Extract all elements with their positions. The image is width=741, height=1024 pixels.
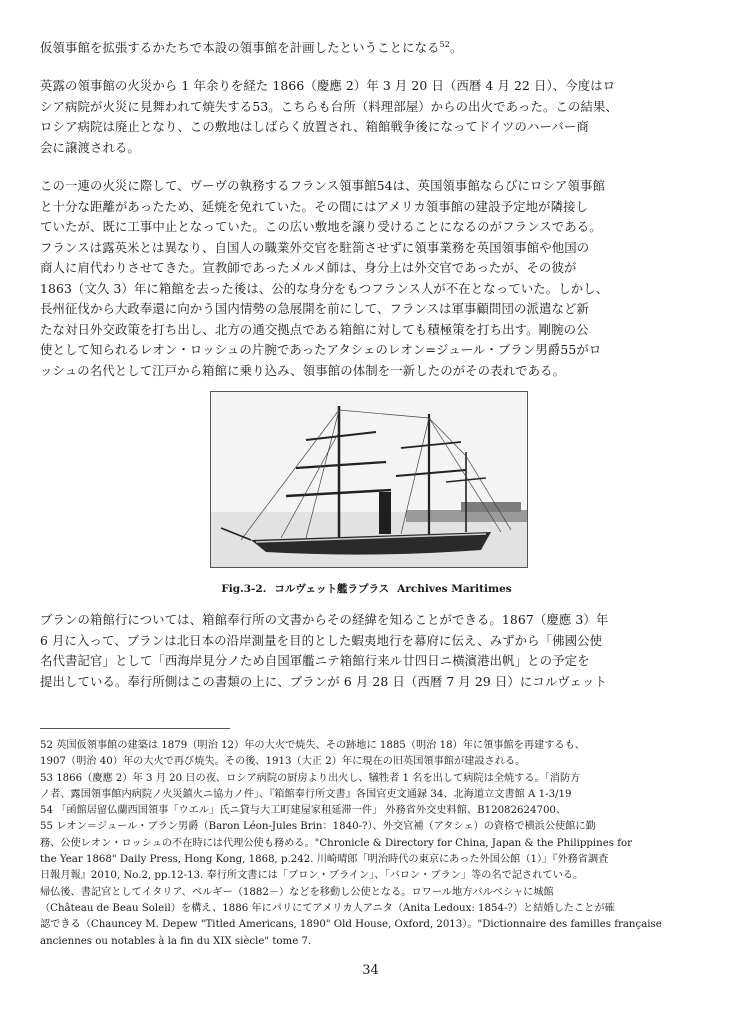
paragraph-1 xyxy=(40,38,710,59)
footnote-line: （Château de Beau Soleil）を構え、1886 年にパリにてアメリカ人アニタ（Anita Ledoux: 1854-?）と結婚したことが確 xyxy=(40,902,615,914)
footnote-line: 55 レオン＝ジュール・ブラン男爵（Baron Léon-Jules Brin：1840-?）、外交官補（アタシェ）の資格で横浜公使館に勤 xyxy=(40,821,596,833)
page-number: 34 xyxy=(362,963,379,978)
paragraph-line: 長州征伐から大政奉還に向かう国内情勢の急展開を前にして、フランスは軍事顧問団の派遣など新 xyxy=(40,301,589,316)
paragraph-line: ブランの箱館行については、箱館奉行所の文書からその経緯を知ることができる。1867（慶應 3）年 xyxy=(40,612,609,627)
paragraph-text: 。 xyxy=(449,40,463,55)
paragraph-line: 英露の領事館の火災から 1 年余りを経た 1866（慶應 2）年 3 月 20 日（西暦 4 月 22 日）、今度はロ xyxy=(40,78,616,93)
footnote-line: 日報月報』2010, No.2, pp.12-13. 奉行所文書には「ブロン・ブライン」、「バロン・ブラン」等の名で記されている。 xyxy=(40,870,584,882)
paragraph-line: 6 月に入って、ブランは北日本の沿岸測量を目的とした蝦夷地行を幕府に伝え、みずから「佛國公使 xyxy=(40,632,603,648)
paragraph-line: 名代書記官」として「西海岸見分ノため自国軍艦ニテ箱館行来ル廿四日ニ横濱港出帆」との予定を xyxy=(40,653,590,668)
paragraph-line: ロシア病院は廃止となり、この敷地はしばらく放置され、箱館戦争後になってドイツのハーバー商 xyxy=(40,119,589,134)
paragraph-line: ッシュの名代として江戸から箱館に乗り込み、領事館の体制を一新したのがその表れである。 xyxy=(40,362,566,378)
paragraph-4 xyxy=(40,610,710,692)
ship-photo xyxy=(210,391,528,568)
footnote-line: the Year 1868" Daily Press, Hong Kong, 1868, p.242. 川崎晴郎「明治時代の東京にあった外国公館（1）」『外務省調査 xyxy=(40,854,609,866)
paragraph-text: 仮領事館を拡張するかたちで本設の領事館を計画したということになる xyxy=(40,40,440,55)
paragraph-line: たな対日外交政策を打ち出し、北方の通交拠点である箱館に対しても積極策を打ち出す。剛腕の公 xyxy=(40,321,589,337)
figure-source: Archives Maritimes xyxy=(397,583,512,595)
paragraph-line: と十分な距離があったため、延焼を免れていた。その間にはアメリカ領事館の建設予定地が隣接し xyxy=(40,198,589,214)
paragraph-line: 会に譲渡される。 xyxy=(40,139,140,155)
footnote-line: 認できる（Chauncey M. Depew "Titled Americans, 1890" Old House, Oxford, 2013）。"Dictionnaire des familles française xyxy=(40,919,662,931)
paragraph-line: 1863（文久 3）年に箱館を去った後は、公的な身分をもつフランス人が不在となっていた。しかし、 xyxy=(40,280,609,296)
figure-title: コルヴェット艦ラプラス xyxy=(274,583,390,595)
corvette-ship-illustration xyxy=(211,392,527,567)
footnote-line: anciennes ou notables à la fin du XIX siècle" tome 7. xyxy=(40,935,312,947)
footnote-line: 帰仏後、書記官としてイタリア、ベルギー（1882－）などを移動し公使となる。ロワール地方バルベシャに城館 xyxy=(40,886,554,898)
footnote-line: 52 英国仮領事館の建築は 1879（明治 12）年の大火で焼失、その跡地に 1885（明治 18）年に領事館を再建するも、 xyxy=(40,740,585,751)
paragraph-line: ていたが、既に工事中止となっていた。この広い敷地を譲り受けることになるのがフランスである。 xyxy=(40,219,602,234)
footnote-line: 1907（明治 40）年の大火で再び焼失。その後、1913（大正 2）年に現在の旧英国領事館が建設される。 xyxy=(40,756,526,768)
footnote-line: 53 1866（慶應 2）年 3 月 20 日の夜、ロシア病院の厨房より出火し、犠牲者 1 名を出して病院は全焼する。「消防方 xyxy=(40,772,581,784)
paragraph-3 xyxy=(40,176,710,381)
paragraph-line: 商人に肩代わりさせてきた。宣教師であったメルメ師は、身分上は外交官であったが、その彼が xyxy=(40,260,577,275)
paragraph-line: この一連の火災に際して、ヴーヴの執務するフランス領事館54は、英国領事館ならびにロシア領事館 xyxy=(40,178,605,193)
paragraph-line: 提出している。奉行所側はこの書類の上に、ブランが 6 月 28 日（西暦 7 月 29 日）にコルヴェット xyxy=(40,673,607,689)
paragraph-line xyxy=(40,38,710,59)
paragraph-line: 使として知られるレオン・ロッシュの片腕であったアタシェのレオン=ジュール・ブラン男爵55がロ xyxy=(40,342,602,357)
footnote-line: ノ者、露国領事館内病院ノ火災鎮火ニ協力ノ件」、『箱館奉行所文書』各国官吏文通録 34、北海道立文書館 A 1-3/19 xyxy=(40,788,572,800)
footnote-line: 54 「函館居留仏蘭西国領事「ウエル」氏ニ貸与大工町建屋家租延滞一件」 外務省外交史料館、B12082624700、 xyxy=(40,805,567,817)
footnotes xyxy=(40,738,710,950)
paragraph-2 xyxy=(40,76,710,158)
footnote-line: 務、公使レオン・ロッシュの不在時には代理公使も務める。"Chronicle & Directory for China, Japan & the Philippines for xyxy=(40,837,633,849)
footnote-ref: 52 xyxy=(439,39,450,49)
paragraph-line: フランスは露英米とは異なり、自国人の職業外交官を駐箚させずに領事業務を英国領事館や他国の xyxy=(40,239,590,255)
paragraph-line: シア病院が火災に見舞われて焼失する53。こちらも台所（料理部屋）からの出火であった。この結果、 xyxy=(40,98,618,114)
figure-label: Fig.3-2. xyxy=(221,583,267,595)
footnote-divider xyxy=(40,728,230,729)
figure-caption xyxy=(0,581,741,596)
